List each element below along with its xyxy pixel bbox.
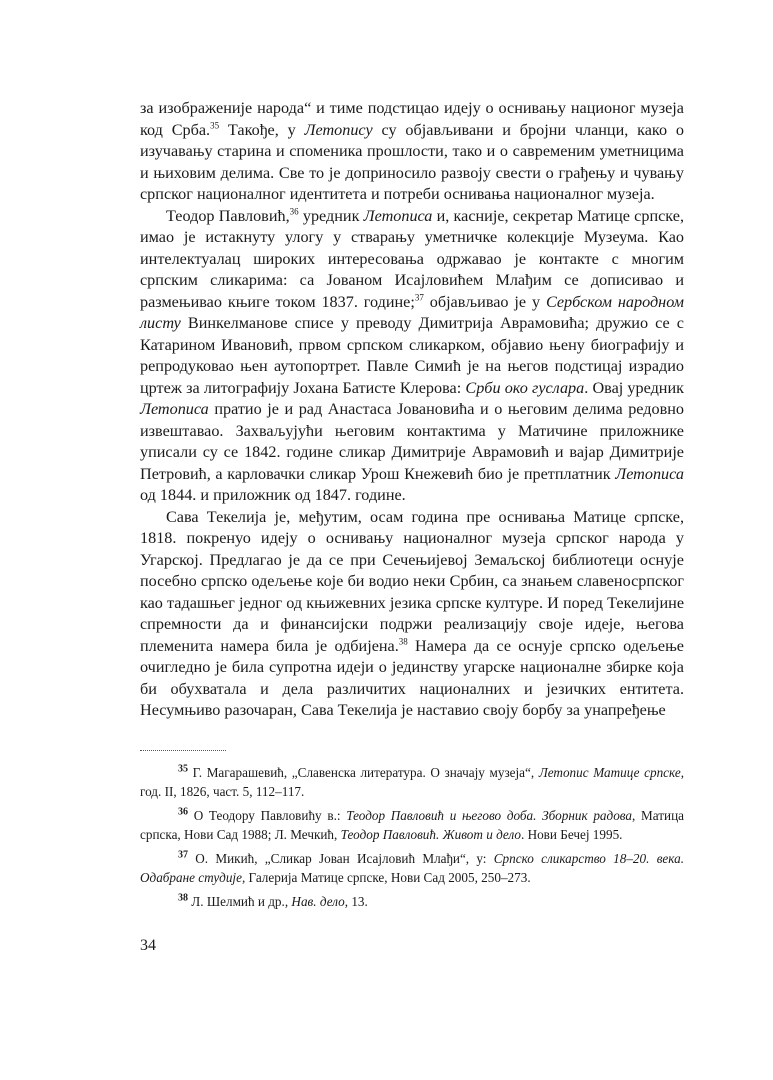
footnote — [140, 849, 684, 887]
footnote — [140, 806, 684, 844]
italic-title: Сербском народном листу — [140, 292, 684, 332]
footnote-reference: 37 — [414, 292, 424, 303]
footnote-number: 35 — [178, 763, 188, 775]
footnote-separator — [140, 750, 226, 751]
footnote-text: Л. Шелмић и др., Нав. дело, 13. — [191, 894, 368, 909]
paragraph: Сава Текелија је, међутим, осам година пре оснивања Матице српске, 1818. покренуо идеју о оснивању националног музеја српског народа у Угарској. Предлагао је да се при Сечењијевој Земаљској библиотеци оснује посебно српско одељење које би водио неки Србин, са знањем славеносрпског као тадашњег једног од књижевних језика српске културе. И поред Текелијине спремности да и финансијски подржи реализацију своје идеје, његова племенита намера била је одбијена.$^{38}$ Намера да се оснује српско одељење очигледно је била супротна идеји о јединству угарске националне збирке која би обухватала и дела различитих националних и језичких ентитета. Несумњиво разочаран, Сава Текелија је наставио своју борбу за унапређење — [140, 507, 684, 719]
italic-title: Српско сликарство 18–20. века. Одабране студије — [140, 851, 684, 885]
footnote-text: О Теодору Павловићу в.: Теодор Павловић и његово доба. Зборник радова, Матица српска, Нови Сад 1988; Л. Мечкић, Теодор Павловић. Живот и дело. Нови Бечеј 1995. — [140, 808, 684, 842]
footnote-text: О. Микић, „Сликар Јован Исајловић Млађи“, у: Српско сликарство 18–20. века. Одабране студије, Галерија Матице српске, Нови Сад 2005, 250–273. — [140, 851, 684, 885]
body-text — [140, 98, 684, 722]
italic-title: Срби око гуслара — [465, 378, 585, 397]
footnote-text: Г. Магарашевић, „Славенска литература. О значају музеја“, Летопис Матице српске, год. II, 1826, част. 5, 112–117. — [140, 765, 685, 799]
italic-title: Летопис Матице српске — [538, 765, 681, 780]
footnotes — [140, 763, 684, 916]
footnote — [140, 763, 684, 801]
footnote-reference: 38 — [398, 636, 408, 647]
italic-title: Летописа — [363, 206, 433, 225]
paragraph: Теодор Павловић,$^{36}$ уредник Летописа и, касније, секретар Матице српске, имао је истакнуту улогу у стварању уметничке колекције Музеума. Као интелектуалац широких интересовања одржавао је контакте с многим српским сликарима: са Јованом Исајловићем Млађим се дописивао и размењивао књиге током 1837. године;$^{37}$ објављивао је у Сербском народном листу Винкелманове списе у преводу Димитрија Аврамовића; дружио се с Катарином Ивановић, првом српском сликарком, објавио њену биографију и репродуковао њен аутопортрет. Павле Симић је на његов подстицај израдио цртеж за литографију Јохана Батисте Клерова: Срби око гуслара. Овај уредник Летописа пратио је и рад Анастаса Јовановића и о његовим делима редовно извештавао. Захваљујући његовим контактима у Матичине приложнике уписали су се 1842. године сликар Димитрије Аврамовић и вајар Димитрије Петровић, а карловачки сликар Урош Кнежевић био је претплатник Летописа од 1844. и приложник од 1847. године. — [140, 206, 684, 504]
footnote-reference: 36 — [289, 206, 299, 217]
footnote — [140, 892, 684, 911]
paragraph: за изображеније народа“ и тиме подстицао идеју о оснивању национог музеја код Срба.$^{35}$ Такође, у Летопису су објављивани и бројни чланци, како о изучавању старина и споменика прошлости, тако и о савременим уметницима и њиховим делима. Све то је доприносило развоју свести о грађењу и чувању српског националног идентитета и потреби оснивања националног музеја. — [140, 99, 684, 203]
footnote-reference: 35 — [210, 120, 220, 131]
italic-title: Теодор Павловић и његово доба. Зборник радова — [346, 808, 633, 823]
italic-title: Летописа — [615, 464, 684, 483]
footnote-number: 38 — [178, 892, 188, 904]
italic-title: Летопису — [304, 120, 373, 139]
italic-title: Летописа — [140, 400, 209, 418]
italic-title: Теодор Павловић. Живот и дело — [340, 827, 521, 842]
footnote-number: 37 — [178, 849, 188, 861]
page-number: 34 — [140, 937, 156, 954]
footnote-number: 36 — [178, 806, 188, 818]
italic-title: Нав. дело — [291, 894, 345, 909]
